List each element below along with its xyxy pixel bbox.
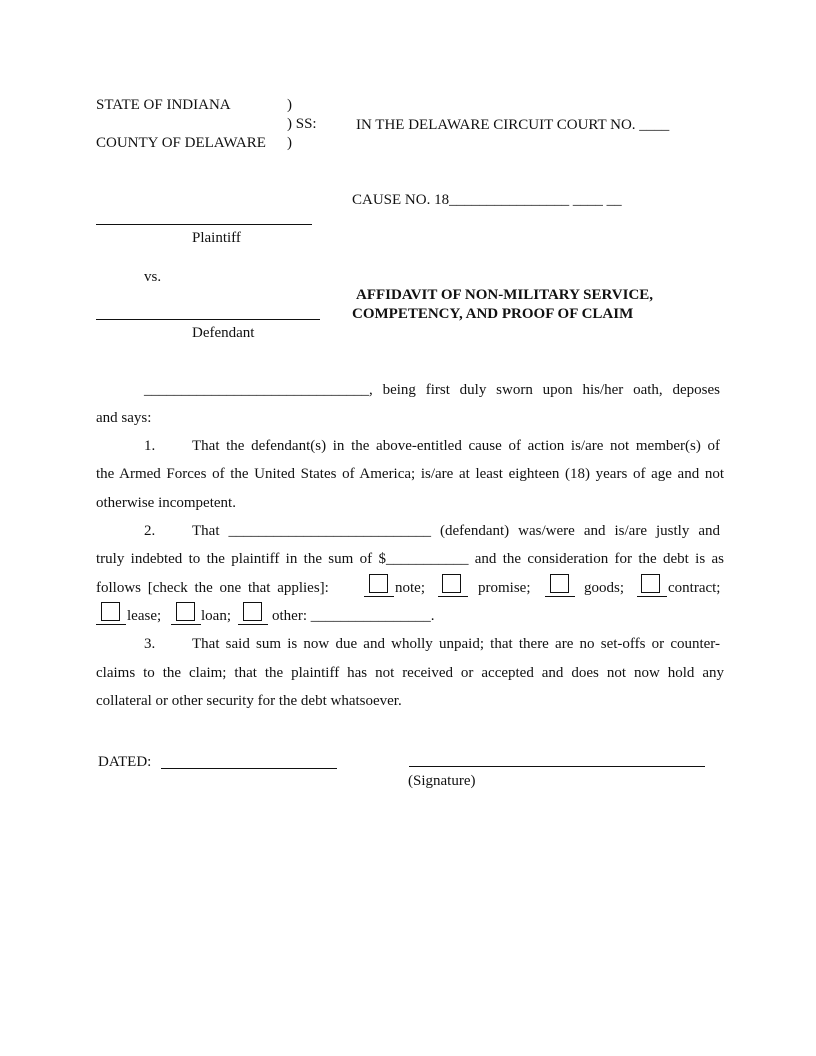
- lease-checkbox[interactable]: [101, 602, 120, 621]
- note-option-label: note;: [395, 580, 425, 596]
- follows-label: follows [check the one that applies]:: [96, 580, 329, 596]
- intro-continuation: and says:: [96, 410, 152, 426]
- paragraph-2-number: 2.: [144, 523, 156, 539]
- loan-option-label: loan;: [201, 608, 231, 624]
- affiant-intro[interactable]: ______________________________, being first duly sworn upon his/her oath, deposes: [144, 382, 720, 398]
- contract-checkbox-underline: [637, 596, 667, 597]
- plaintiff-name-line[interactable]: [96, 224, 312, 225]
- note-checkbox[interactable]: [369, 574, 388, 593]
- paragraph-1-line3: otherwise incompetent.: [96, 495, 236, 511]
- paragraph-3-line2: claims to the claim; that the plaintiff has not received or accepted and does not now hold any: [96, 665, 724, 681]
- other-option-label[interactable]: other: ________________.: [272, 608, 435, 624]
- loan-checkbox[interactable]: [176, 602, 195, 621]
- contract-checkbox[interactable]: [641, 574, 660, 593]
- other-checkbox[interactable]: [243, 602, 262, 621]
- date-line[interactable]: [161, 768, 337, 769]
- paragraph-3-line1: That said sum is now due and wholly unpaid; that there are no set-offs or counter-: [192, 636, 720, 652]
- versus-label: vs.: [144, 269, 162, 285]
- document-title-line2: COMPETENCY, AND PROOF OF CLAIM: [352, 306, 634, 322]
- county-label: COUNTY OF DELAWARE: [96, 135, 266, 151]
- court-label: IN THE DELAWARE CIRCUIT COURT NO. ____: [356, 117, 670, 133]
- other-checkbox-underline: [238, 624, 268, 625]
- loan-checkbox-underline: [171, 624, 201, 625]
- note-checkbox-underline: [364, 596, 394, 597]
- defendant-name-line[interactable]: [96, 319, 320, 320]
- lease-option-label: lease;: [127, 608, 162, 624]
- cause-number-field[interactable]: CAUSE NO. 18________________ ____ __: [352, 192, 622, 208]
- ss-label: ) SS:: [287, 116, 317, 132]
- lease-checkbox-underline: [96, 624, 126, 625]
- document-title-line1: AFFIDAVIT OF NON-MILITARY SERVICE,: [356, 287, 654, 303]
- caption-paren-top: ): [287, 97, 292, 113]
- defendant-label: Defendant: [192, 325, 255, 341]
- goods-option-label: goods;: [584, 580, 625, 596]
- promise-checkbox[interactable]: [442, 574, 461, 593]
- plaintiff-label: Plaintiff: [192, 230, 241, 246]
- paragraph-2-line2[interactable]: truly indebted to the plaintiff in the sum of $___________ and the consideration for the debt is as: [96, 551, 724, 567]
- caption-paren-bottom: ): [287, 135, 292, 151]
- promise-checkbox-underline: [438, 596, 468, 597]
- paragraph-2-line1[interactable]: That ___________________________ (defendant) was/were and is/are justly and: [192, 523, 720, 539]
- paragraph-1-line1: That the defendant(s) in the above-entitled cause of action is/are not member(s) of: [192, 438, 720, 454]
- paragraph-3-number: 3.: [144, 636, 156, 652]
- goods-checkbox[interactable]: [550, 574, 569, 593]
- contract-option-label: contract;: [668, 580, 721, 596]
- paragraph-1-line2: the Armed Forces of the United States of America; is/are at least eighteen (18) years of age and not: [96, 466, 724, 482]
- signature-label: (Signature): [408, 773, 476, 789]
- paragraph-1-number: 1.: [144, 438, 156, 454]
- goods-checkbox-underline: [545, 596, 575, 597]
- dated-label: DATED:: [98, 754, 152, 770]
- promise-option-label: promise;: [478, 580, 531, 596]
- state-label: STATE OF INDIANA: [96, 97, 231, 113]
- signature-line[interactable]: [409, 766, 705, 767]
- paragraph-3-line3: collateral or other security for the debt whatsoever.: [96, 693, 402, 709]
